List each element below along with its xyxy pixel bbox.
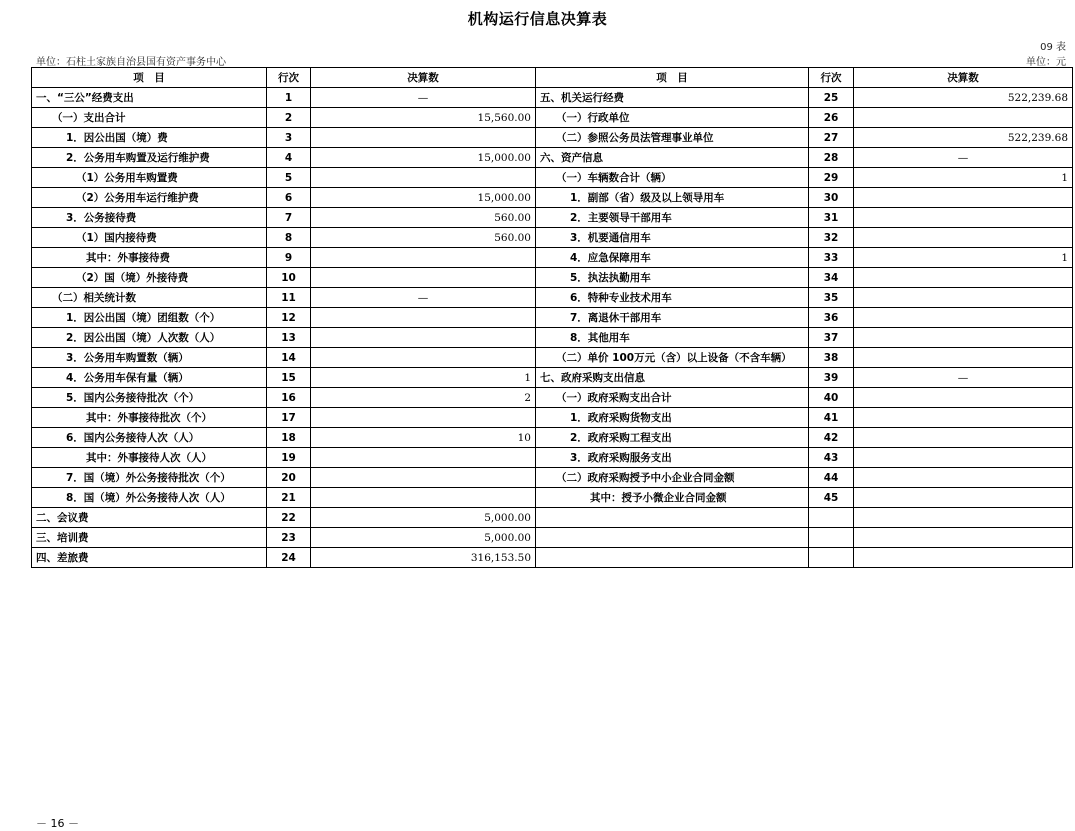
- row-item-right: （一）车辆数合计（辆）: [536, 168, 809, 188]
- header-line-left: 行次: [267, 68, 311, 88]
- row-item-left: 6．国内公务接待人次（人）: [32, 428, 267, 448]
- row-line-right: 37: [809, 328, 854, 348]
- table-header-row: [32, 68, 1073, 88]
- row-amount-right: —: [854, 368, 1073, 388]
- row-amount-left: 15,000.00: [311, 188, 536, 208]
- row-amount-left: 1: [311, 368, 536, 388]
- row-item-left: （2）公务用车运行维护费: [32, 188, 267, 208]
- table-number: 09 表: [1040, 42, 1066, 53]
- row-line-left: 8: [267, 228, 311, 248]
- row-amount-right: [854, 108, 1073, 128]
- row-amount-left: [311, 488, 536, 508]
- row-amount-left: 15,560.00: [311, 108, 536, 128]
- row-item-left: 四、差旅费: [32, 548, 267, 568]
- table-row: [32, 268, 1073, 288]
- row-item-right: 其中：授予小微企业合同金额: [536, 488, 809, 508]
- row-amount-right: [854, 448, 1073, 468]
- table-row: [32, 468, 1073, 488]
- row-line-left: 15: [267, 368, 311, 388]
- row-item-right: [536, 508, 809, 528]
- table-row: [32, 428, 1073, 448]
- row-amount-right: [854, 388, 1073, 408]
- row-item-left: 2．因公出国（境）人次数（人）: [32, 328, 267, 348]
- row-item-left: （一）支出合计: [32, 108, 267, 128]
- row-item-right: （二）参照公务员法管理事业单位: [536, 128, 809, 148]
- table-row: [32, 108, 1073, 128]
- row-line-right: 31: [809, 208, 854, 228]
- row-line-left: 22: [267, 508, 311, 528]
- unit-organization: 单位：石柱土家族自治县国有资产事务中心: [36, 57, 226, 68]
- row-item-left: 3．公务接待费: [32, 208, 267, 228]
- table-row: [32, 408, 1073, 428]
- row-amount-right: 522,239.68: [854, 128, 1073, 148]
- row-line-right: [809, 508, 854, 528]
- row-line-left: 16: [267, 388, 311, 408]
- row-amount-right: [854, 328, 1073, 348]
- table-row: [32, 128, 1073, 148]
- row-line-right: 43: [809, 448, 854, 468]
- row-item-left: 其中：外事接待批次（个）: [32, 408, 267, 428]
- row-item-right: （一）政府采购支出合计: [536, 388, 809, 408]
- row-item-left: 3．公务用车购置数（辆）: [32, 348, 267, 368]
- row-line-left: 19: [267, 448, 311, 468]
- row-amount-right: [854, 348, 1073, 368]
- row-amount-right: [854, 228, 1073, 248]
- row-line-left: 3: [267, 128, 311, 148]
- row-item-left: 1．因公出国（境）团组数（个）: [32, 308, 267, 328]
- row-line-right: 25: [809, 88, 854, 108]
- table-row: [32, 248, 1073, 268]
- row-item-right: [536, 528, 809, 548]
- table-row: [32, 488, 1073, 508]
- row-amount-left: [311, 348, 536, 368]
- row-item-right: 3．机要通信用车: [536, 228, 809, 248]
- row-item-left: 7．国（境）外公务接待批次（个）: [32, 468, 267, 488]
- row-amount-left: 560.00: [311, 208, 536, 228]
- row-line-right: 26: [809, 108, 854, 128]
- row-amount-left: [311, 328, 536, 348]
- row-line-right: 39: [809, 368, 854, 388]
- row-item-right: 六、资产信息: [536, 148, 809, 168]
- table-row: [32, 228, 1073, 248]
- row-item-right: （二）单价 100万元（含）以上设备（不含车辆）: [536, 348, 809, 368]
- row-line-right: [809, 528, 854, 548]
- table-row: [32, 548, 1073, 568]
- row-line-right: 38: [809, 348, 854, 368]
- row-item-right: [536, 548, 809, 568]
- row-line-left: 10: [267, 268, 311, 288]
- row-line-right: 27: [809, 128, 854, 148]
- row-item-left: 8．国（境）外公务接待人次（人）: [32, 488, 267, 508]
- row-amount-left: [311, 168, 536, 188]
- row-line-left: 11: [267, 288, 311, 308]
- row-amount-right: [854, 488, 1073, 508]
- row-item-right: 1．副部（省）级及以上领导用车: [536, 188, 809, 208]
- row-item-left: （1）国内接待费: [32, 228, 267, 248]
- table-row: [32, 288, 1073, 308]
- row-amount-left: [311, 408, 536, 428]
- row-item-right: 3．政府采购服务支出: [536, 448, 809, 468]
- header-line-right: 行次: [809, 68, 854, 88]
- row-item-right: （一）行政单位: [536, 108, 809, 128]
- row-item-right: 5．执法执勤用车: [536, 268, 809, 288]
- row-item-right: 2．政府采购工程支出: [536, 428, 809, 448]
- row-amount-left: 15,000.00: [311, 148, 536, 168]
- row-amount-left: 316,153.50: [311, 548, 536, 568]
- row-amount-left: [311, 448, 536, 468]
- table-row: [32, 88, 1073, 108]
- row-amount-left: 5,000.00: [311, 528, 536, 548]
- row-line-right: [809, 548, 854, 568]
- row-amount-right: [854, 208, 1073, 228]
- table-row: [32, 388, 1073, 408]
- row-item-left: （2）国（境）外接待费: [32, 268, 267, 288]
- row-line-right: 42: [809, 428, 854, 448]
- row-amount-left: [311, 308, 536, 328]
- row-amount-left: [311, 248, 536, 268]
- row-amount-right: [854, 308, 1073, 328]
- row-amount-right: [854, 428, 1073, 448]
- row-item-right: 1．政府采购货物支出: [536, 408, 809, 428]
- row-line-left: 14: [267, 348, 311, 368]
- table-row: [32, 208, 1073, 228]
- row-line-right: 35: [809, 288, 854, 308]
- row-amount-right: 522,239.68: [854, 88, 1073, 108]
- row-item-left: （二）相关统计数: [32, 288, 267, 308]
- table-row: [32, 168, 1073, 188]
- row-amount-right: —: [854, 148, 1073, 168]
- row-item-left: 其中：外事接待人次（人）: [32, 448, 267, 468]
- table-body: [32, 88, 1073, 568]
- row-line-right: 32: [809, 228, 854, 248]
- table-row: [32, 508, 1073, 528]
- row-line-left: 9: [267, 248, 311, 268]
- row-amount-left: [311, 268, 536, 288]
- row-line-left: 24: [267, 548, 311, 568]
- row-line-left: 23: [267, 528, 311, 548]
- row-amount-right: [854, 268, 1073, 288]
- row-amount-left: —: [311, 288, 536, 308]
- row-line-right: 36: [809, 308, 854, 328]
- row-item-left: 三、培训费: [32, 528, 267, 548]
- row-item-left: 5．国内公务接待批次（个）: [32, 388, 267, 408]
- row-item-right: 七、政府采购支出信息: [536, 368, 809, 388]
- table-row: [32, 308, 1073, 328]
- row-line-right: 45: [809, 488, 854, 508]
- header-amount-left: 决算数: [311, 68, 536, 88]
- row-line-right: 34: [809, 268, 854, 288]
- row-item-right: 6．特种专业技术用车: [536, 288, 809, 308]
- row-line-left: 1: [267, 88, 311, 108]
- row-line-left: 20: [267, 468, 311, 488]
- row-line-right: 41: [809, 408, 854, 428]
- row-line-right: 40: [809, 388, 854, 408]
- row-amount-right: [854, 188, 1073, 208]
- row-line-right: 44: [809, 468, 854, 488]
- row-item-right: 8．其他用车: [536, 328, 809, 348]
- row-line-left: 13: [267, 328, 311, 348]
- row-item-right: 五、机关运行经费: [536, 88, 809, 108]
- table-row: [32, 448, 1073, 468]
- page-title: 机构运行信息决算表: [467, 10, 608, 28]
- row-item-right: （二）政府采购授予中小企业合同金额: [536, 468, 809, 488]
- row-line-left: 2: [267, 108, 311, 128]
- row-amount-right: [854, 508, 1073, 528]
- row-amount-left: —: [311, 88, 536, 108]
- row-line-left: 4: [267, 148, 311, 168]
- unit-currency: 单位：元: [1026, 57, 1066, 68]
- row-line-left: 21: [267, 488, 311, 508]
- row-amount-left: [311, 468, 536, 488]
- header-item-left: 项 目: [32, 68, 267, 88]
- table-row: [32, 368, 1073, 388]
- table-row: [32, 188, 1073, 208]
- row-amount-left: 10: [311, 428, 536, 448]
- row-line-right: 29: [809, 168, 854, 188]
- row-amount-left: 5,000.00: [311, 508, 536, 528]
- budget-table: [31, 67, 1073, 568]
- row-line-left: 5: [267, 168, 311, 188]
- row-item-left: 2．公务用车购置及运行维护费: [32, 148, 267, 168]
- row-amount-right: [854, 408, 1073, 428]
- row-item-right: 4．应急保障用车: [536, 248, 809, 268]
- row-amount-right: [854, 548, 1073, 568]
- row-amount-left: [311, 128, 536, 148]
- row-amount-right: [854, 288, 1073, 308]
- row-line-left: 12: [267, 308, 311, 328]
- row-item-left: 1．因公出国（境）费: [32, 128, 267, 148]
- row-line-left: 17: [267, 408, 311, 428]
- row-amount-right: 1: [854, 248, 1073, 268]
- table-row: [32, 528, 1073, 548]
- row-item-left: （1）公务用车购置费: [32, 168, 267, 188]
- row-line-left: 18: [267, 428, 311, 448]
- row-item-right: 7．离退休干部用车: [536, 308, 809, 328]
- row-line-right: 33: [809, 248, 854, 268]
- row-amount-right: [854, 468, 1073, 488]
- table-row: [32, 348, 1073, 368]
- row-line-right: 30: [809, 188, 854, 208]
- row-line-left: 7: [267, 208, 311, 228]
- row-item-right: 2．主要领导干部用车: [536, 208, 809, 228]
- header-amount-right: 决算数: [854, 68, 1073, 88]
- page-number: － 16 －: [36, 817, 79, 830]
- row-amount-left: 2: [311, 388, 536, 408]
- table-row: [32, 148, 1073, 168]
- table-row: [32, 328, 1073, 348]
- row-amount-right: 1: [854, 168, 1073, 188]
- row-item-left: 一、“三公”经费支出: [32, 88, 267, 108]
- row-line-right: 28: [809, 148, 854, 168]
- header-item-right: 项 目: [536, 68, 809, 88]
- row-line-left: 6: [267, 188, 311, 208]
- row-item-left: 二、会议费: [32, 508, 267, 528]
- row-amount-right: [854, 528, 1073, 548]
- row-item-left: 4．公务用车保有量（辆）: [32, 368, 267, 388]
- row-amount-left: 560.00: [311, 228, 536, 248]
- row-item-left: 其中：外事接待费: [32, 248, 267, 268]
